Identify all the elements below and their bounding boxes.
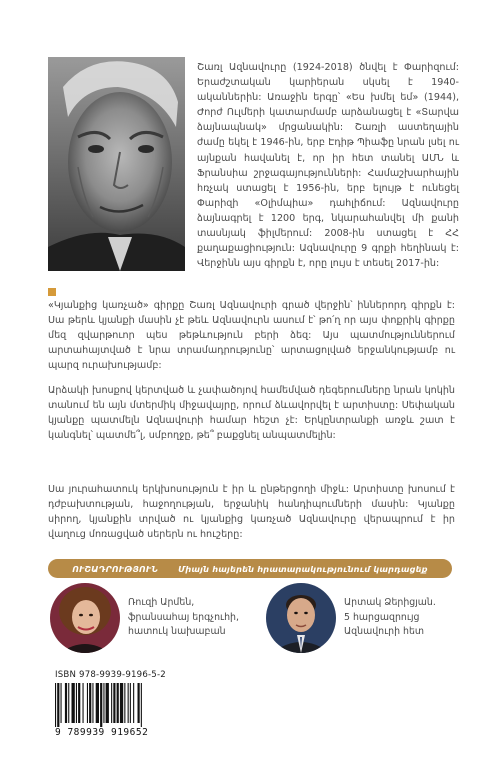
contributor-1 — [50, 583, 239, 653]
description-paragraph-3: Սա յուրահատուկ երկխոսություն է իր և ընթերցողի միջև: Արտիստը խոսում է դժբախտության, հաջողության, երջանիկ հանդիպումների մասին: Կյանքը սիրող, կյանքին տրված ու կյանքից կառչած Ազնավուրը վերապրում է իր վաղուց մոռացված սերերն ու հուշերը: — [48, 484, 455, 541]
contributor-2-line-2: 5 հարցազրույց — [344, 611, 420, 623]
barcode-bar — [124, 683, 125, 723]
attention-banner — [48, 559, 452, 578]
barcode-bar — [89, 683, 91, 723]
contributor-1-line-1: Ռուզի Արմեն, — [128, 597, 195, 609]
barcode-bar — [96, 683, 99, 723]
barcode-bar — [120, 683, 123, 723]
barcode-bar — [117, 683, 119, 723]
barcode-graphic — [55, 683, 173, 727]
contributor-2 — [266, 583, 436, 653]
contributor-1-line-2: ֆրանսահայ երգչուհի, — [128, 611, 239, 623]
barcode-bar — [83, 683, 84, 723]
description-paragraph-2: Արձակի խոսքով կերտված և չափածոյով համեմված դեգերումները նրան կոկին տանում են այն մտերմիկ միջավայրը, որում ձևավորվել է արտիստը: Սեփական կյանքը պատմելն Ազնավուրի համար հեշտ չէ: Երկընտրանքի առջև շատ է կանգնել՝ պատմե՞լ, սմբողջը, թե՞ բաքցնել անպատմելին: — [48, 385, 455, 442]
contributor-2-line-1: Արտակ Ձերիցյան. — [344, 597, 436, 609]
barcode-bar — [87, 683, 88, 723]
barcode-bar — [113, 683, 115, 723]
contributor-2-line-3: Ազնավուրի հետ — [344, 626, 425, 638]
barcode-bar — [133, 683, 134, 723]
barcode-bar — [55, 683, 56, 727]
author-biography: Շառլ Ազնավուրը (1924-2018) ծնվել է Փարիզում: Երաժշտական կարիերան սկսել է 1940-ականներին: Առաջին երգը՝ «Ես խմել եմ» (1944), Ժորժ Ուլմերի կատարմամբ արձանացել է «Տարվա ձայնապնակ» մրցանակին: Շառլի աստեղային ժամը եկել է 1946-ին, երբ Էդիթ Պիաֆը նրան լսել ու այնքան հավանել է, որ իր հետ տանել ԱՄՆ և Ֆրանսիա շրջագայությունների: Համաշխարհային հռչակ ստացել է 1956-ին, երբ ելույթ է ունեցել Փարիզի «Օլիմպիա» դահլիճում: Ազնավուրը ձայնագրել է 1200 երգ, նկարահանվել մի քանի տասնյակ ֆիլմերում: 2008-ին ստացել է ՀՀ քաղաքացիություն: Ազնավուրը 9 գրքի հեղինակ է: Վերջինն այս գիրքն է, որը լույս է տեսել 2017-ին: — [197, 62, 459, 270]
barcode-bar — [92, 683, 93, 723]
banner-text: Միայն հայերեն հրատարակությունում կարդացեք — [178, 563, 428, 574]
barcode-digits: 9 789939 919652 — [55, 727, 149, 738]
barcode-bar — [130, 683, 131, 723]
banner-label: ՈՒՇԱԴՐՈՒԹՅՈՒՆ — [72, 563, 159, 574]
barcode-bar — [111, 683, 112, 723]
quote-marker-icon — [48, 288, 56, 296]
barcode-bar — [61, 683, 62, 723]
contributor-2-avatar — [266, 583, 336, 653]
barcode-bar — [57, 683, 59, 727]
contributor-1-line-3: հատուկ նախաբան — [128, 626, 226, 638]
barcode-bar — [141, 683, 142, 727]
author-portrait-photo — [48, 57, 185, 271]
barcode-bar — [128, 683, 129, 723]
contributor-1-avatar — [50, 583, 120, 653]
barcode-bar — [76, 683, 77, 723]
barcode-bar — [106, 683, 109, 723]
description-paragraph-1: «Կյանքից կառչած» գիրքը Շառլ Ազնավուրի գրած վերջին՝ իններորդ գիրքն է: Սա թերև կյանքի մասին չէ թեև Ազնավուրն ասում է՝ թո՛ղ որ այս փոքրիկ գիրքը մեզ զվարթուոր պես թեթևություն բերի ձեզ: Այս պատմություններում արտահայտված է նրա տրամադրությունը՝ արտացոլված երջանկությամբ ու պարզ ուրախությամբ: — [48, 300, 455, 372]
barcode-bar — [78, 683, 80, 723]
isbn-label: ISBN 978-9939-9196-5-2 — [55, 670, 166, 680]
barcode-bar — [103, 683, 104, 723]
barcode-bar — [72, 683, 75, 723]
barcode-bar — [100, 683, 102, 727]
barcode-bar — [68, 683, 69, 723]
barcode-bar — [138, 683, 140, 723]
barcode-bar — [65, 683, 67, 723]
